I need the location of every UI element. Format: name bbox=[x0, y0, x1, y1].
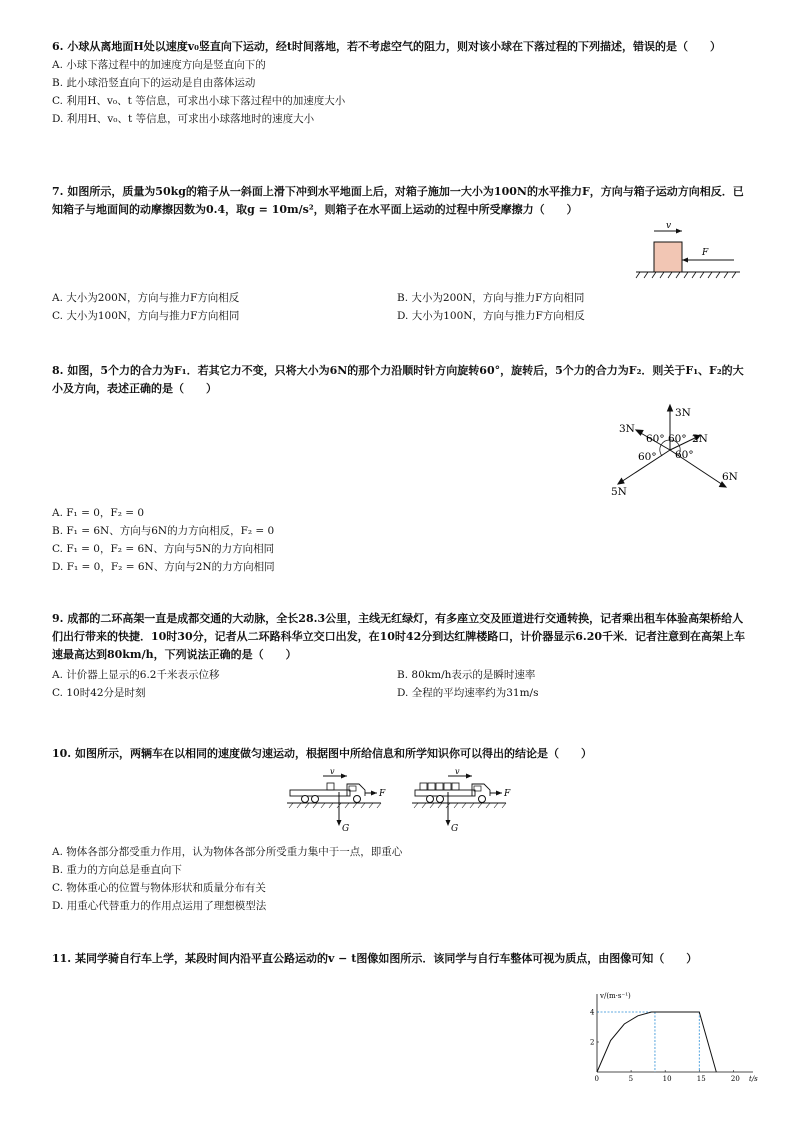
option-a: A. 大小为200N，方向与推力F方向相反 bbox=[52, 292, 240, 304]
option-b: B. 重力的方向总是垂直向下 bbox=[52, 864, 182, 876]
svg-text:v: v bbox=[455, 768, 460, 776]
option-a: A. 物体各部分都受重力作用，认为物体各部分所受重力集中于一点，即重心 bbox=[52, 846, 403, 858]
angle-label: 60° bbox=[646, 433, 665, 445]
question-10-options bbox=[52, 843, 752, 915]
question-11 bbox=[52, 950, 752, 968]
box bbox=[654, 242, 682, 272]
option-a: A. 计价器上显示的6.2千米表示位移 bbox=[52, 669, 220, 681]
truck-1 bbox=[287, 768, 386, 834]
option-d: D. 用重心代替重力的作用点运用了理想模型法 bbox=[52, 900, 267, 912]
trucks-figure bbox=[285, 768, 525, 836]
option-d: D. 全程的平均速率约为31m/s bbox=[397, 687, 539, 699]
x-tick-label: 5 bbox=[628, 1075, 634, 1083]
option-b: B. 此小球沿竖直向下的运动是自由落体运动 bbox=[52, 77, 256, 89]
question-8 bbox=[52, 362, 752, 398]
option-d: D. F₁ = 0，F₂ = 6N、方向与2N的力方向相同 bbox=[52, 561, 275, 573]
force-label-6n: 6N bbox=[722, 471, 738, 483]
chart-series-line bbox=[597, 1012, 716, 1072]
question-stem: 10. 如图所示，两辆车在以相同的速度做匀速运动，根据图中所给信息和所学知识你可以得出的结论是（ ） bbox=[52, 747, 592, 760]
option-d: D. 大小为100N，方向与推力F方向相反 bbox=[397, 310, 585, 322]
velocity-label: v bbox=[666, 222, 672, 231]
question-stem: 9. 成都的二环高架一直是成都交通的大动脉，全长28.3公里，主线无红绿灯，有多座立交及匝道进行交通转换，记者乘出租车体验高架桥给人们出行带来的快捷．10时30分，记者从二环路科华立交口出发，在10时42分到达红牌楼路口，计价器显示6.20千米．记者注意到在高架上车速最高达到80km/h，下列说法正确的是（ ） bbox=[52, 612, 746, 661]
force-label: F bbox=[702, 248, 709, 258]
question-7-options bbox=[52, 289, 752, 325]
angle-label: 60° bbox=[638, 451, 657, 463]
question-stem: 7. 如图所示，质量为50kg的箱子从一斜面上滑下冲到水平地面上后，对箱子施加一大小为100N的水平推力F，方向与箱子运动方向相反．已知箱子与地面间的动摩擦因数为0.4，取g = 10m/s²，则箱子在水平面上运动的过程中所受摩擦力（ ） bbox=[52, 185, 744, 216]
svg-text:G: G bbox=[342, 824, 350, 834]
question-9 bbox=[52, 610, 752, 702]
angle-label: 60° bbox=[675, 449, 694, 461]
vt-chart bbox=[585, 990, 770, 1085]
x-tick-label: 10 bbox=[662, 1075, 672, 1083]
angle-label: 60° bbox=[668, 433, 687, 445]
force-label-3n-left: 3N bbox=[619, 423, 635, 435]
x-tick-label: 20 bbox=[730, 1075, 740, 1083]
force-label-2n: 2N bbox=[692, 433, 708, 445]
force-label-3n-up: 3N bbox=[675, 407, 691, 419]
option-a: A. 小球下落过程中的加速度方向是竖直向下的 bbox=[52, 59, 266, 71]
force-diagram bbox=[605, 400, 755, 500]
question-stem: 6. 小球从离地面H处以速度v₀竖直向下运动，经t时间落地，若不考虑空气的阻力，则对该小球在下落过程的下列描述，错误的是（ ） bbox=[52, 40, 721, 53]
question-stem: 11. 某同学骑自行车上学，某段时间内沿平直公路运动的v − t图像如图所示．该同学与自行车整体可视为质点，由图像可知（ ） bbox=[52, 952, 698, 965]
y-axis-label: v/(m·s⁻¹) bbox=[600, 992, 631, 1000]
question-8-options bbox=[52, 504, 752, 576]
option-a: A. F₁ = 0，F₂ = 0 bbox=[52, 507, 145, 519]
option-c: C. 利用H、v₀、t 等信息，可求出小球下落过程中的加速度大小 bbox=[52, 95, 346, 107]
option-b: B. F₁ = 6N、方向与6N的力方向相反，F₂ = 0 bbox=[52, 525, 275, 537]
x-axis-label: t/s bbox=[749, 1075, 758, 1083]
force-label-5n: 5N bbox=[611, 486, 627, 498]
option-c: C. 10时42分是时刻 bbox=[52, 687, 146, 699]
svg-text:F: F bbox=[504, 789, 511, 799]
x-tick-label: 15 bbox=[696, 1075, 706, 1083]
truck-2 bbox=[412, 768, 511, 834]
svg-text:v: v bbox=[330, 768, 335, 776]
option-c: C. 大小为100N，方向与推力F方向相同 bbox=[52, 310, 240, 322]
question-stem: 8. 如图，5个力的合力为F₁．若其它力不变，只将大小为6N的那个力沿顺时针方向旋转60°，旋转后，5个力的合力为F₂．则关于F₁、F₂的大小及方向，表述正确的是（ ） bbox=[52, 364, 744, 395]
option-b: B. 大小为200N，方向与推力F方向相同 bbox=[397, 292, 585, 304]
question-7 bbox=[52, 183, 752, 219]
box-on-ground-figure bbox=[630, 222, 745, 284]
option-d: D. 利用H、v₀、t 等信息，可求出小球落地时的速度大小 bbox=[52, 113, 315, 125]
option-b: B. 80km/h表示的是瞬时速率 bbox=[397, 669, 536, 681]
question-6 bbox=[52, 38, 752, 128]
option-c: C. 物体重心的位置与物体形状和质量分布有关 bbox=[52, 882, 266, 894]
y-tick-label: 2 bbox=[590, 1038, 595, 1047]
question-10 bbox=[52, 745, 752, 763]
svg-text:F: F bbox=[379, 789, 386, 799]
y-tick-label: 4 bbox=[590, 1008, 595, 1017]
x-tick-label: 0 bbox=[594, 1075, 599, 1083]
svg-text:G: G bbox=[451, 824, 459, 834]
option-c: C. F₁ = 0，F₂ = 6N、方向与5N的力方向相同 bbox=[52, 543, 275, 555]
